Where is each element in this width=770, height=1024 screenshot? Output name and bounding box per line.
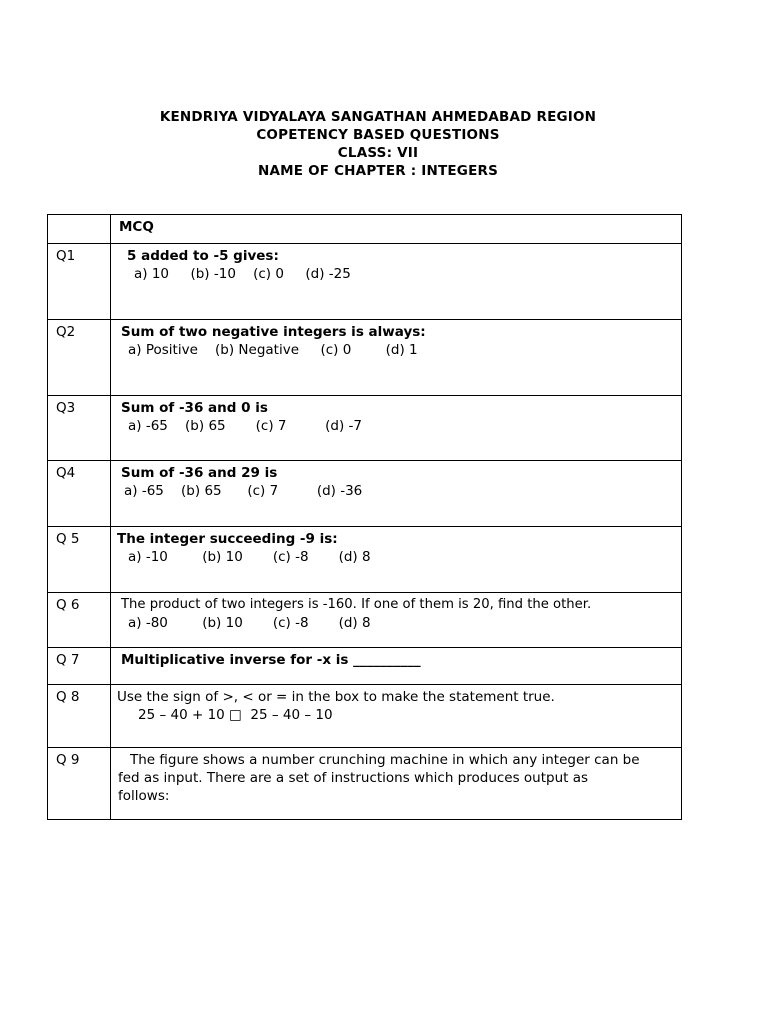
table-row: [48, 527, 682, 593]
question-number: Q2: [48, 320, 111, 396]
header-class: CLASS: VII: [337, 145, 419, 161]
comparison-statement: 25 – 40 + 10 □ 25 – 40 – 10: [138, 707, 333, 723]
header-chapter: NAME OF CHAPTER : INTEGERS: [257, 163, 499, 179]
question-number: Q4: [48, 461, 111, 527]
question-text: The product of two integers is -160. If one of them is 20, find the other.: [121, 597, 592, 612]
question-text: The integer succeeding -9 is:: [117, 531, 338, 547]
question-number: Q1: [48, 244, 111, 320]
table-header-row: [48, 215, 682, 244]
question-number: Q 5: [48, 527, 111, 593]
question-number: Q 6: [48, 593, 111, 648]
question-text: Use the sign of >, < or = in the box to make the statement true.: [117, 689, 555, 705]
table-row: [48, 748, 682, 820]
question-options: a) -65 (b) 65 (c) 7 (d) -36: [124, 483, 363, 499]
table-row: [48, 396, 682, 461]
question-number: Q 9: [48, 748, 111, 820]
table-row: [48, 244, 682, 320]
table-row: [48, 685, 682, 748]
table-row: [48, 648, 682, 685]
question-number: Q 8: [48, 685, 111, 748]
question-text: Sum of -36 and 0 is: [121, 400, 268, 416]
question-text: Sum of -36 and 29 is: [121, 465, 278, 481]
question-number: Q 7: [48, 648, 111, 685]
question-options: a) -10 (b) 10 (c) -8 (d) 8: [128, 549, 371, 565]
question-options: a) -65 (b) 65 (c) 7 (d) -7: [128, 418, 362, 434]
header-region-title: KENDRIYA VIDYALAYA SANGATHAN AHMEDABAD REGION: [159, 109, 597, 125]
section-label: MCQ: [119, 219, 154, 235]
question-text: 5 added to -5 gives:: [127, 248, 279, 264]
table-row: [48, 593, 682, 648]
empty-cell: [48, 215, 111, 244]
question-text: The figure shows a number crunching machine in which any integer can be fed as input. There are a set of instructions which produces output as follows:: [118, 752, 640, 804]
table-row: [48, 461, 682, 527]
question-options: a) Positive (b) Negative (c) 0 (d) 1: [128, 342, 418, 358]
table-row: [48, 320, 682, 396]
questions-table: [47, 214, 682, 820]
question-options: a) -80 (b) 10 (c) -8 (d) 8: [128, 615, 371, 631]
document-header: [0, 108, 756, 180]
question-text: Multiplicative inverse for -x is __________: [121, 652, 421, 668]
question-number: Q3: [48, 396, 111, 461]
question-options: a) 10 (b) -10 (c) 0 (d) -25: [134, 266, 351, 282]
header-subtitle: COPETENCY BASED QUESTIONS: [256, 127, 500, 143]
question-text: Sum of two negative integers is always:: [121, 324, 426, 340]
